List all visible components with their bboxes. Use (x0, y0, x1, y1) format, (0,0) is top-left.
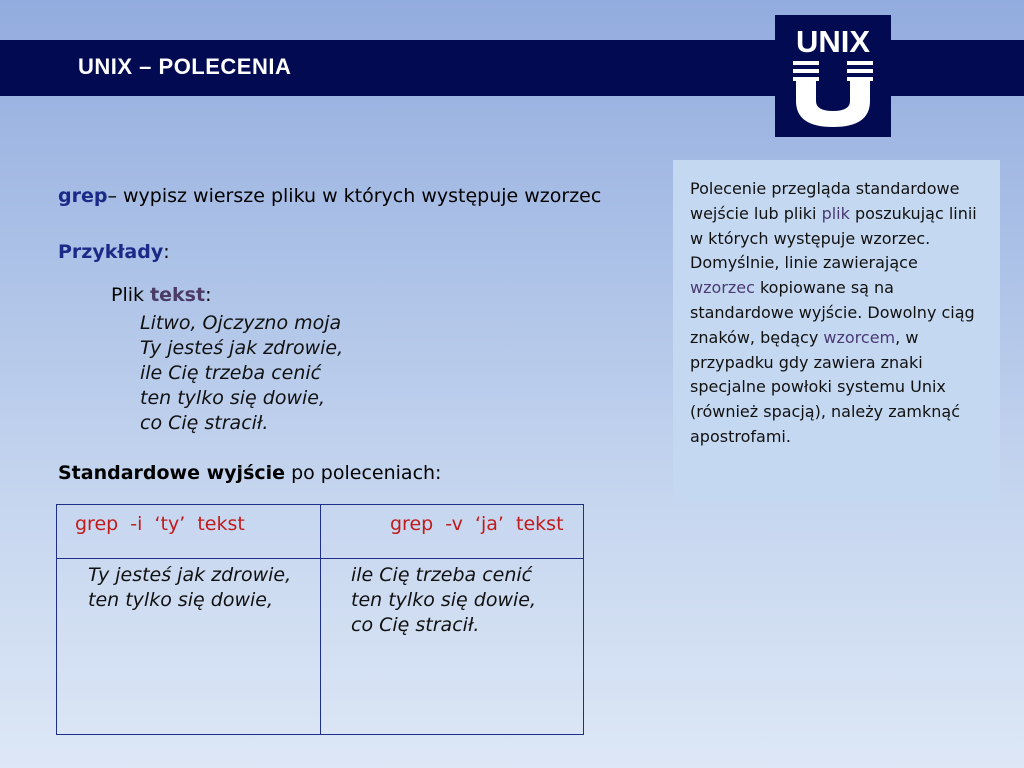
output-heading-bold: Standardowe wyjście (58, 462, 286, 484)
examples-label: Przykłady (58, 241, 164, 263)
examples-heading (58, 241, 170, 263)
file-contents (140, 311, 343, 436)
grep-keyword: grep (58, 185, 108, 207)
note-text-2: poszukując linii w których występuje wzorzec. Domyślnie, linie zawierające (690, 203, 977, 273)
file-line-3: ile Cię trzeba cenić (140, 362, 322, 384)
note-highlight-wzorcem: wzorcem (823, 327, 896, 347)
note-text-1: Polecenie przegląda standardowe wejście lub pliki (690, 179, 960, 223)
output-heading-rest: po poleceniach: (285, 462, 442, 484)
explanation-note (673, 160, 1000, 503)
file-line-1: Litwo, Ojczyzno moja (140, 312, 342, 334)
intro-line (58, 185, 601, 207)
logo-u-icon (793, 61, 873, 127)
slide-title: UNIX – POLECENIA (78, 54, 292, 79)
file-line (111, 284, 211, 306)
intro-description: – wypisz wiersze pliku w których występuje wzorzec (107, 185, 602, 207)
table-divider-vertical (320, 505, 321, 734)
unix-logo (775, 15, 891, 137)
right-result (351, 563, 536, 638)
file-suffix: : (205, 284, 212, 306)
note-text-4: , w przypadku gdy zawiera znaki specjalne powłoki systemu Unix (również spacją), należy zamknąć apostrofami. (690, 327, 960, 446)
file-line-2: Ty jesteś jak zdrowie, (140, 337, 344, 359)
file-prefix: Plik (111, 284, 151, 306)
file-line-5: co Cię stracił. (140, 412, 269, 434)
output-heading (58, 462, 441, 484)
note-highlight-wzorzec: wzorzec (690, 278, 755, 298)
file-name: tekst (150, 284, 206, 306)
left-result-line-2: ten tylko się dowie, (88, 589, 273, 611)
output-table (56, 504, 584, 735)
file-line-4: ten tylko się dowie, (140, 387, 325, 409)
note-text-3: kopiowane są na standardowe wyjście. Dowolny ciąg znaków, będący (690, 278, 975, 347)
examples-colon: : (163, 241, 170, 263)
left-result-line-1: Ty jesteś jak zdrowie, (88, 564, 292, 586)
note-highlight-plik: plik (821, 203, 850, 223)
right-result-line-2: ten tylko się dowie, (351, 589, 536, 611)
left-command: grep -i ‘ty’ tekst (75, 513, 245, 535)
left-result (88, 563, 291, 613)
table-divider-horizontal (57, 558, 583, 559)
logo-text: UNIX (795, 24, 871, 59)
right-command: grep -v ‘ja’ tekst (390, 513, 564, 535)
right-result-line-1: ile Cię trzeba cenić (351, 564, 533, 586)
right-result-line-3: co Cię stracił. (351, 614, 480, 636)
